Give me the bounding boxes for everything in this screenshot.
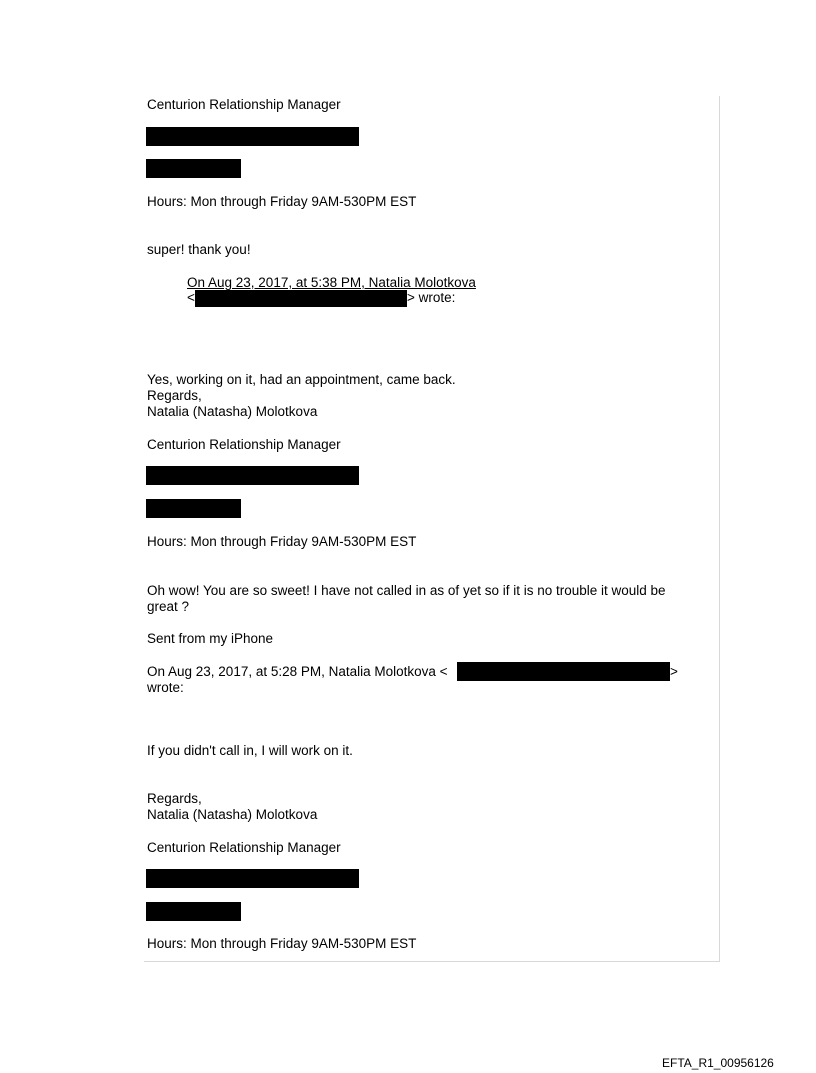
redaction-bar <box>146 499 241 518</box>
document-id: EFTA_R1_00956126 <box>662 1056 774 1070</box>
redaction-bar <box>195 290 407 307</box>
msg2-title: Centurion Relationship Manager <box>147 437 341 452</box>
msg3-sent: Sent from my iPhone <box>147 631 274 646</box>
msg4-name: Natalia (Natasha) Molotkova <box>147 807 318 822</box>
redaction-bar <box>146 869 359 888</box>
email-frame <box>144 96 720 962</box>
quote2-gt: > <box>670 664 678 679</box>
redaction-bar <box>146 127 359 146</box>
msg3-line1: Oh wow! You are so sweet! I have not called in as of yet so if it is no trouble it would be <box>147 583 666 598</box>
quote2-wrote: wrote: <box>147 680 184 695</box>
quote1-wrote: > wrote: <box>407 290 456 305</box>
redaction-bar <box>146 902 241 921</box>
msg2-line1: Yes, working on it, had an appointment, came back. <box>147 372 456 387</box>
msg4-body: If you didn't call in, I will work on it. <box>147 743 353 758</box>
redaction-bar <box>146 159 241 178</box>
msg4-regards: Regards, <box>147 791 202 806</box>
msg1-body: super! thank you! <box>147 242 251 257</box>
msg3-line2: great ? <box>147 599 190 614</box>
sig1-title: Centurion Relationship Manager <box>147 97 341 112</box>
quote2-header: On Aug 23, 2017, at 5:28 PM, Natalia Molotkova < <box>147 664 448 679</box>
sig1-hours: Hours: Mon through Friday 9AM-530PM EST <box>147 194 417 209</box>
msg2-hours: Hours: Mon through Friday 9AM-530PM EST <box>147 534 417 549</box>
msg2-regards: Regards, <box>147 388 202 403</box>
msg4-hours: Hours: Mon through Friday 9AM-530PM EST <box>147 936 417 951</box>
quote1-header: On Aug 23, 2017, at 5:38 PM, Natalia Molotkova <box>187 275 476 290</box>
msg4-title: Centurion Relationship Manager <box>147 840 341 855</box>
redaction-bar <box>457 662 670 681</box>
msg2-name: Natalia (Natasha) Molotkova <box>147 404 318 419</box>
quote1-lt: < <box>187 290 195 305</box>
redaction-bar <box>146 466 359 485</box>
